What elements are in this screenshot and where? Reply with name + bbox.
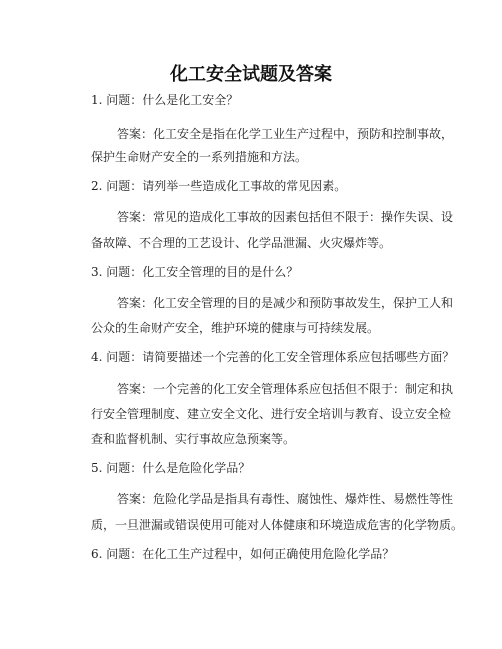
question-1: 1. 问题：什么是化工安全？ — [91, 93, 239, 107]
question-5: 5. 问题：什么是危险化学品？ — [91, 461, 251, 475]
answer-1-line-1: 答案：化工安全是指在化学工业生产过程中，预防和控制事故， — [117, 127, 454, 141]
answer-5-line-1: 答案：危险化学品是指具有毒性、腐蚀性、爆炸性、易燃性等性 — [117, 492, 454, 506]
document-title: 化工安全试题及答案 — [170, 64, 332, 85]
question-4: 4. 问题：请简要描述一个完善的化工安全管理体系应包括哪些方面？ — [91, 350, 455, 364]
answer-2-line-1: 答案：常见的造成化工事故的因素包括但不限于：操作失误、设 — [117, 210, 454, 224]
answer-3-line-1: 答案：化工安全管理的目的是减少和预防事故发生，保护工人和 — [117, 296, 454, 310]
answer-4-line-2: 行安全管理制度、建立安全文化、进行安全培训与教育、设立安全检 — [91, 407, 452, 421]
answer-5-line-2: 质，一旦泄漏或错误使用可能对人体健康和环境造成危害的化学物质。 — [91, 518, 464, 532]
answer-2-line-2: 备故障、不合理的工艺设计、化学品泄漏、火灾爆炸等。 — [91, 236, 392, 250]
question-2: 2. 问题：请列举一些造成化工事故的常见因素。 — [91, 179, 347, 193]
answer-3-line-2: 公众的生命财产安全，维护环境的健康与可持续发展。 — [91, 321, 380, 335]
answer-4-line-1: 答案：一个完善的化工安全管理体系应包括但不限于：制定和执 — [117, 382, 454, 396]
question-6: 6. 问题：在化工生产过程中，如何正确使用危险化学品？ — [91, 547, 395, 561]
question-3: 3. 问题：化工安全管理的目的是什么？ — [91, 265, 299, 279]
answer-1-line-2: 保护生命财产安全的一系列措施和方法。 — [91, 150, 308, 164]
answer-4-line-3: 查和监督机制、实行事故应急预案等。 — [91, 432, 296, 446]
